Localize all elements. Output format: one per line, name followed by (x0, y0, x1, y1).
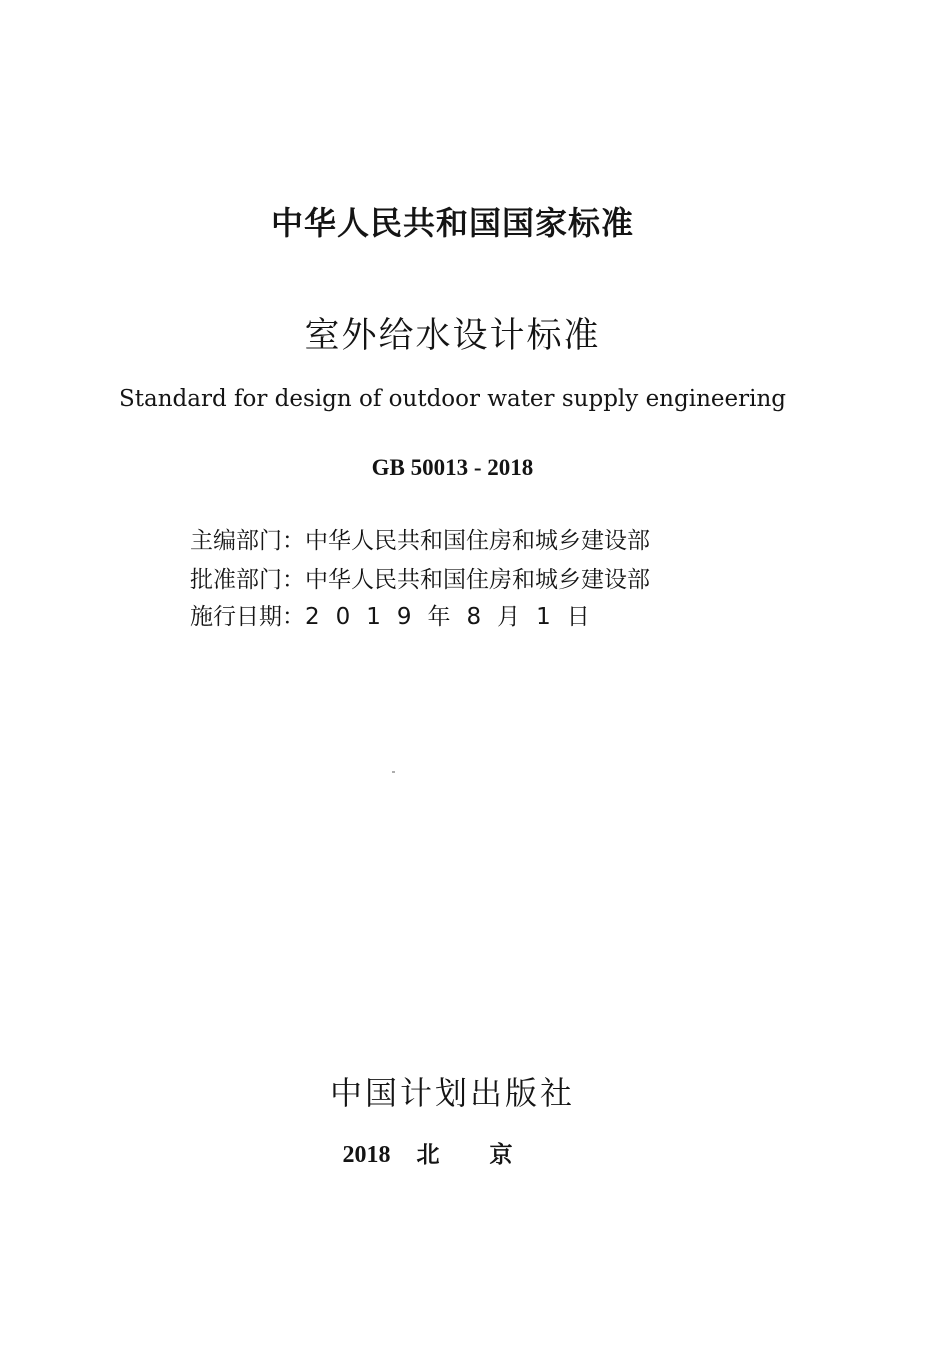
standard-number: GB 50013 - 2018 (371, 455, 534, 480)
scan-speck (392, 771, 395, 773)
document-title-chinese: 室外给水设计标准 (304, 316, 601, 356)
approver-department-label: 批准部门： (190, 567, 305, 593)
effective-date-label: 施行日期： (190, 604, 305, 630)
publication-year: 2018 (342, 1142, 391, 1168)
effective-date-row (190, 598, 606, 631)
approver-department-value: 中华人民共和国住房和城乡建设部 (305, 567, 650, 593)
publication-city: 北京 (416, 1142, 563, 1168)
publisher-name: 中国计划出版社 (329, 1074, 575, 1112)
editor-department-value: 中华人民共和国住房和城乡建设部 (305, 528, 650, 554)
effective-date-value: 2019年8月1日 (305, 604, 606, 630)
editor-department-row (190, 522, 650, 555)
editor-department-label: 主编部门： (190, 528, 305, 554)
approver-department-row (190, 561, 650, 594)
national-standard-heading: 中华人民共和国国家标准 (270, 204, 634, 242)
document-title-english: Standard for design of outdoor water supply engineering (119, 386, 786, 412)
publication-line (0, 1136, 905, 1169)
